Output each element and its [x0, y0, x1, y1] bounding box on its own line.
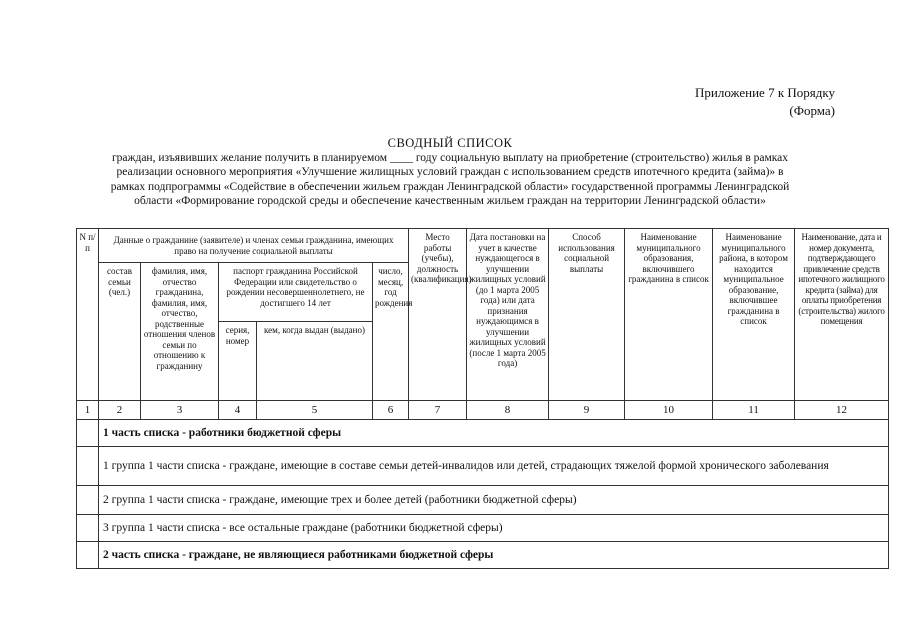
- section-row: [77, 515, 889, 542]
- title-main: СВОДНЫЙ СПИСОК: [387, 136, 513, 150]
- section-row: [77, 542, 889, 569]
- header-col-4: серия, номер: [219, 322, 257, 401]
- header-group-passport: паспорт гражданина Российской Федерации или свидетельство о рождении несовершеннолетнего, не достигшего 14 лет: [219, 263, 373, 322]
- appendix-reference: Приложение 7 к Порядку: [695, 85, 835, 100]
- section-part-1-group-1: 1 группа 1 части списка - граждане, имеющие в составе семьи детей-инвалидов или детей, страдающих тяжелой формой хронического заболевания: [99, 447, 889, 486]
- title-line-2: реализации основного мероприятия «Улучшение жилищных условий граждан с использованием средств ипотечного кредита (займа)» в: [116, 166, 784, 178]
- section-row: [77, 486, 889, 515]
- column-number: 7: [409, 401, 467, 420]
- column-number: 9: [549, 401, 625, 420]
- header-col-9: Способ использования социальной выплаты: [549, 229, 625, 401]
- header-row-1: [77, 229, 889, 263]
- section-part-1: 1 часть списка - работники бюджетной сферы: [99, 420, 889, 447]
- header-col-3: фамилия, имя, отчество гражданина, фамилия, имя, отчество, родственные отношения членов семьи по отношению к гражданину: [141, 263, 219, 401]
- column-number: 6: [373, 401, 409, 420]
- column-number: 4: [219, 401, 257, 420]
- section-part-1-group-2: 2 группа 1 части списка - граждане, имеющие трех и более детей (работники бюджетной сферы): [99, 486, 889, 515]
- section-row: [77, 447, 889, 486]
- column-number: 5: [257, 401, 373, 420]
- section-number-cell: [77, 420, 99, 447]
- header-col-8: Дата постановки на учет в качестве нуждающегося в улучшении жилищных условий (до 1 марта 2005 года) или дата признания нуждающимся в улучшении жилищных условий (после 1 марта 2005 года): [467, 229, 549, 401]
- summary-table: [76, 228, 889, 569]
- column-number: 1: [77, 401, 99, 420]
- column-number: 10: [625, 401, 713, 420]
- appendix-header: [695, 84, 835, 120]
- header-col-7: Место работы (учебы), должность (квалификация): [409, 229, 467, 401]
- header-col-1: N п/п: [77, 229, 99, 401]
- column-number: 8: [467, 401, 549, 420]
- header-group-family: Данные о гражданине (заявителе) и членах семьи гражданина, имеющих право на получение социальной выплаты: [99, 229, 409, 263]
- header-col-12: Наименование, дата и номер документа, подтверждающего привлечение средств ипотечного жилищного кредита (займа) для оплаты приобретения (строительства) жилого помещения: [795, 229, 889, 401]
- section-number-cell: [77, 486, 99, 515]
- column-number: 12: [795, 401, 889, 420]
- header-col-2: состав семьи (чел.): [99, 263, 141, 401]
- header-col-6: число, месяц, год рождения: [373, 263, 409, 401]
- section-part-2: 2 часть списка - граждане, не являющиеся работниками бюджетной сферы: [99, 542, 889, 569]
- document-title: [70, 136, 830, 209]
- header-col-11: Наименование муниципального района, в котором находится муниципальное образование, включившее гражданина в список: [713, 229, 795, 401]
- title-line-1: граждан, изъявивших желание получить в планируемом ____ году социальную выплату на приобретение (строительство) жилья в рамках: [111, 151, 789, 164]
- section-number-cell: [77, 447, 99, 486]
- section-number-cell: [77, 515, 99, 542]
- header-col-5: кем, когда выдан (выдано): [257, 322, 373, 401]
- column-number: 2: [99, 401, 141, 420]
- header-col-10: Наименование муниципального образования, включившего гражданина в список: [625, 229, 713, 401]
- column-number: 3: [141, 401, 219, 420]
- appendix-form-label: (Форма): [789, 103, 835, 118]
- column-number: 11: [713, 401, 795, 420]
- title-line-3: рамках подпрограммы «Содействие в обеспечении жильем граждан Ленинградской области» государственной программы Ленинградской: [110, 180, 790, 193]
- section-number-cell: [77, 542, 99, 569]
- section-row: [77, 420, 889, 447]
- section-part-1-group-3: 3 группа 1 части списка - все остальные граждане (работники бюджетной сферы): [99, 515, 889, 542]
- title-line-4: области «Формирование городской среды и обеспечение качественным жильем граждан на территории Ленинградской области»: [134, 195, 766, 207]
- column-number-row: [77, 401, 889, 420]
